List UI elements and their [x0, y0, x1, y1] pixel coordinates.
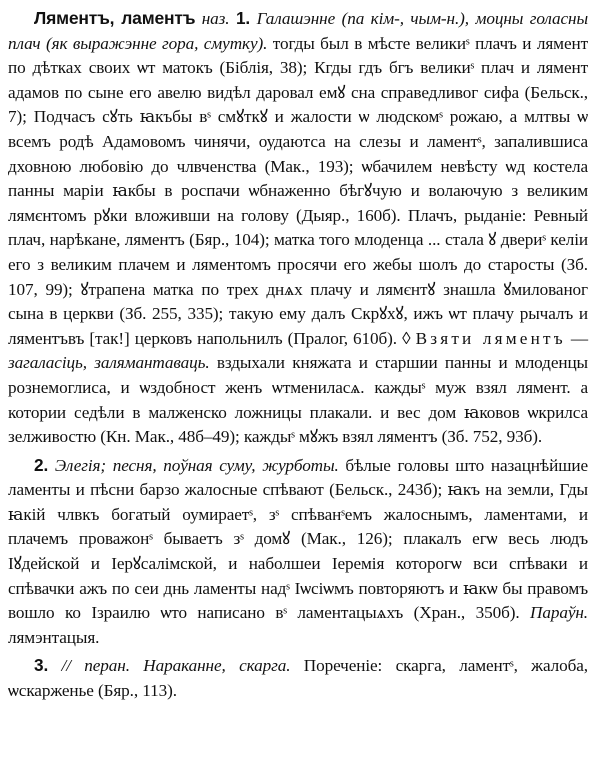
sense-3: [8, 653, 588, 703]
sense-number: 3.: [34, 655, 49, 676]
sense-number: 2.: [34, 454, 49, 475]
sense-quotes: бѣлые головы што назацнѣйшие ламенты и пѣсни барзо жалосные спѣвают (Бельск., 243б); ꙗкъ на земли, Гды ꙗкій члвкъ богатый оумираетˢ, зˢ спѣванˢемъ жалоснымъ, ламентами, и плачемъ проважонˢ бываетъ зˢ домꙋ (Мак., 126); плакалъ егѡ весь людъ Іꙋдейской и Іерꙋсалімской, и наболшеи Іеремія которогѡ вси спѣваки и спѣвачки ажъ по сеи днь ламенты надˢ Іѡсіѡмъ повторяютъ и ꙗкѡ бы правомъ вошло ко Ізраилю ѡто написано вˢ ламентацыѧхъ (Хран., 350б).: [8, 455, 588, 623]
sense-quotes: тогды был в мѣсте великиˢ плачъ и лямент по дѣтках своих ѡт матокъ (Біблія, 38); Кгды гдъ бгъ великиˢ плач и лямент адамов по сыне его авелю видѣл даровал емꙋ сна справедливог сифа (Бельск., 7); Подчасъ сꙋть ꙗкъбы вˢ смꙋткꙋ и жалости ѡ людскомˢ рожаю, а млтвы ѡ всемъ родѣ Адамовомъ чинячи, оудаютса на слезы и ламентˢ, запалившиса дховною любовію до члвченства (Мак., 193); ѡбачилем невѣсту ѡд костела панны маріи ꙗкбы в роспачи ѡбнаженно бѣгꙋчую и волаючую з великим лямєнтомъ рꙋки вложивши на голову (Дыяр., 160б). Плачъ, рыданіе: Ревный плач, нарѣкане, ляментъ (Бяр., 104); матка того млоденца ... стала ꙋ двериˢ келіи его з великим плачем и ляментомъ просячи его жебы шолъ до старосты (Зб. 107, 99); ꙋтрапена матка по трех днѧх плачу и лямєнтꙋ знашла ꙋмилованог сына в церкви (Зб. 255, 335); такую ему далъ Скрꙋхꙋ, ижъ ѡт плачу рычалъ и ляментъвъ [так!] церковъ напольнилъ (Пралог, 610б). ◊: [8, 33, 588, 348]
see-also-label: Параўн.: [530, 603, 588, 623]
sense-definition: Элегія; песня, поўная суму, журботы.: [54, 455, 339, 475]
sense-definition: // перан. Нараканне, скарга.: [61, 656, 291, 676]
phrase-dash: —: [565, 328, 589, 348]
sense-number: 1.: [235, 8, 251, 28]
see-also-target: лямэнтацыя.: [8, 627, 100, 647]
sense-1: [8, 6, 588, 450]
sense-2: [8, 453, 588, 651]
sense-definition: Галашэнне (па кім-, чым-н.), моцны голасны плач (як выражэнне гора, смутку).: [8, 9, 589, 53]
phrase-quotes: вздыхали княжата и старшии панны и млоденцы рознемоглиса, и ѡздобност женъ ѡтмениласѧ. каждыˢ муж взял лямент. а котории седѣли в малженско ложницы плакали. и вес дом ꙗковов ѡкрилса зелживостю (Кн. Мак., 48б–49); каждыˢ мꙋжъ взял ляментъ (Зб. 752, 93б).: [8, 353, 588, 447]
sense-quotes: Пореченіе: скарга, ламентˢ, жалоба, ѡскарженье (Бяр., 113).: [8, 656, 588, 701]
phrase-definition: загаласіць, залямантаваць.: [8, 353, 210, 373]
grammar-label: наз.: [201, 9, 230, 28]
phrase: Взяти ляментъ: [415, 328, 566, 348]
headword: Ляментъ, ламентъ: [34, 8, 196, 28]
